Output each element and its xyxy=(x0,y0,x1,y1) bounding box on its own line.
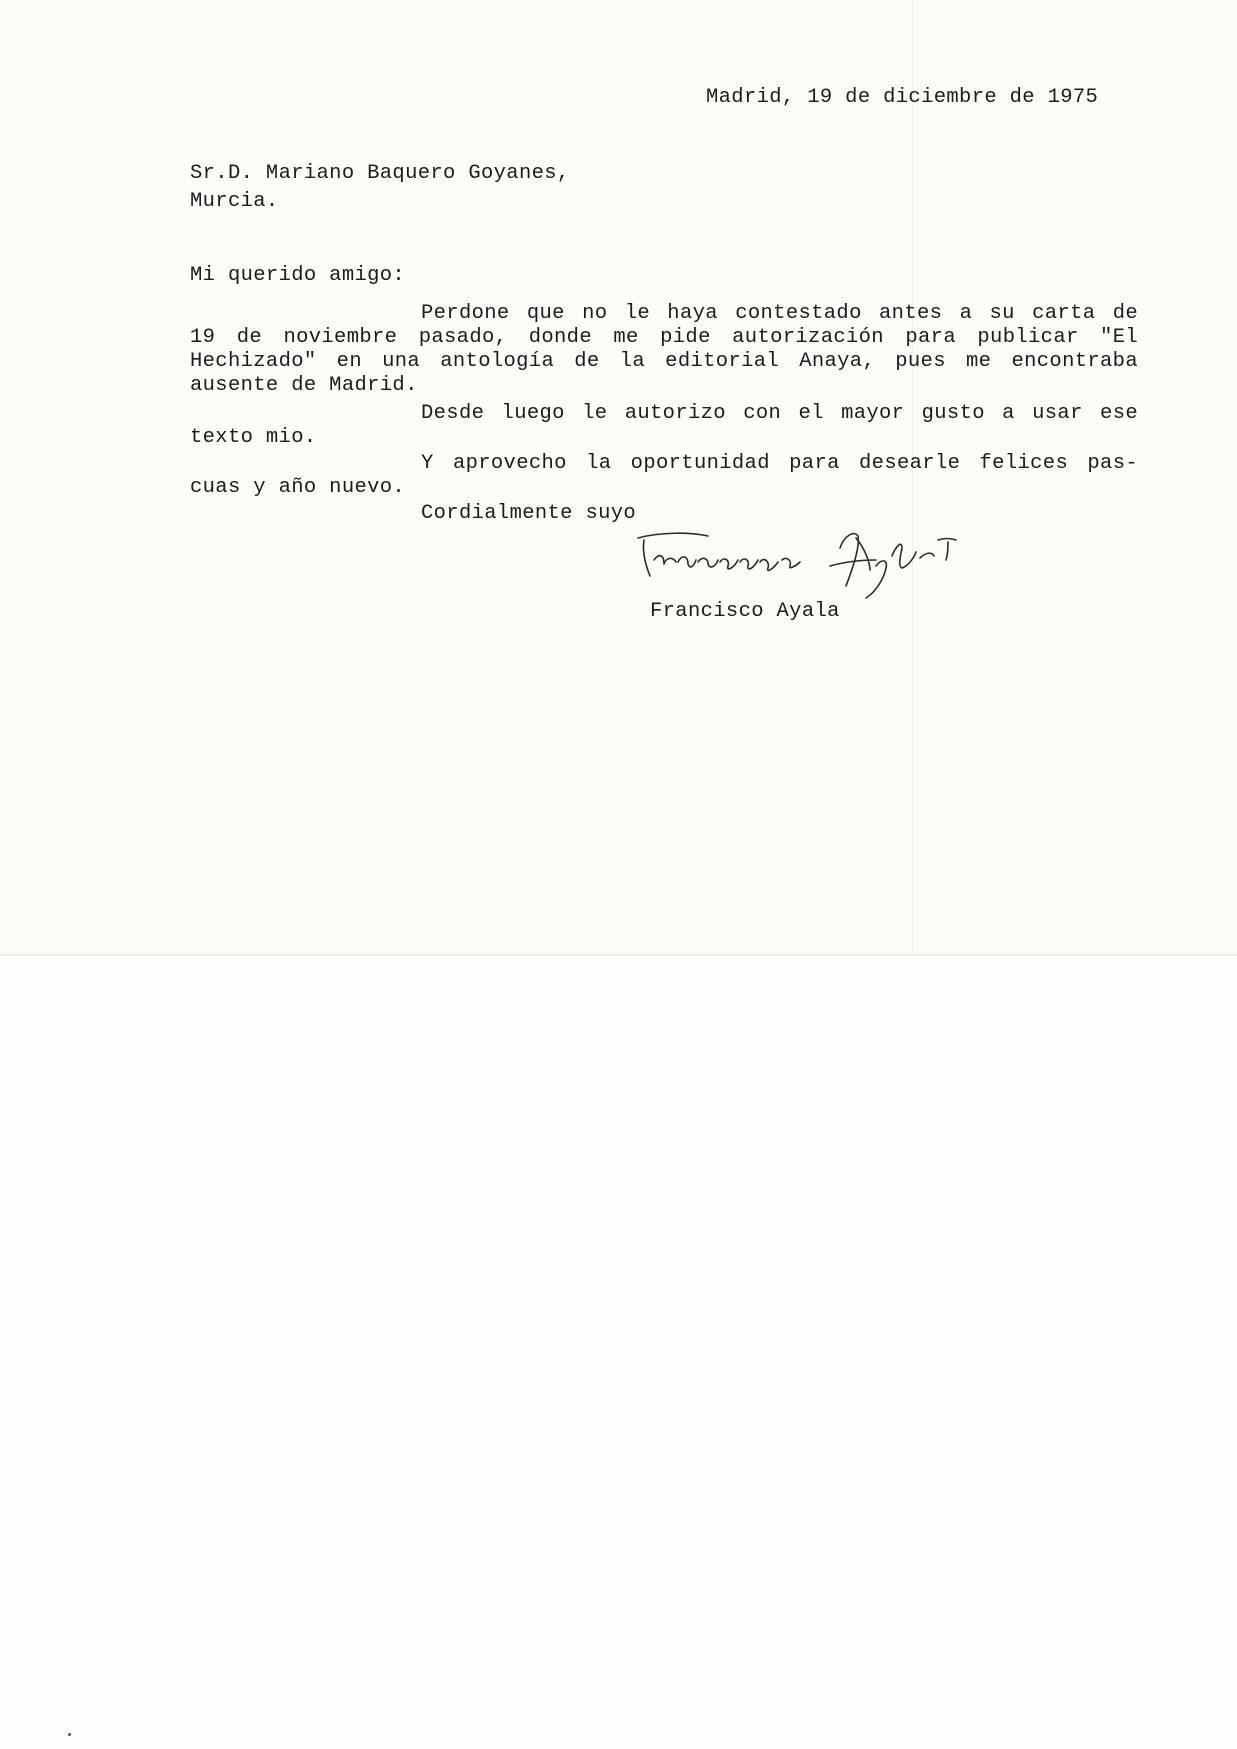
handwritten-signature xyxy=(630,526,1050,606)
body-line: texto mio. xyxy=(190,426,317,449)
body-line xyxy=(190,326,1138,350)
body-text: Hechizado" en una antología de la editorial Anaya, pues me encontraba xyxy=(190,350,1138,373)
signer-name: Francisco Ayala xyxy=(650,600,840,623)
closing: Cordialmente suyo xyxy=(421,502,637,525)
letter-sheet-lower xyxy=(0,955,1237,1749)
body-line: ausente de Madrid. xyxy=(190,374,418,397)
body-line xyxy=(190,350,1138,374)
signature-text: Francisco Ayala xyxy=(630,604,638,605)
recipient-name: Sr.D. Mariano Baquero Goyanes, xyxy=(190,162,570,185)
recipient-city: Murcia. xyxy=(190,190,279,213)
letter-date: Madrid, 19 de diciembre de 1975 xyxy=(706,86,1099,109)
salutation: Mi querido amigo: xyxy=(190,264,406,287)
body-text: 19 de noviembre pasado, donde me pide autorización para publicar "El xyxy=(190,326,1138,349)
body-line: cuas y año nuevo. xyxy=(190,476,406,499)
body-line xyxy=(190,452,1138,476)
body-text: Desde luego le autorizo con el mayor gusto a usar ese xyxy=(421,402,1138,425)
body-text: Y aprovecho la oportunidad para desearle felices pas- xyxy=(421,452,1138,475)
body-line xyxy=(190,402,1138,426)
paper-speck xyxy=(68,1733,71,1736)
fold-line xyxy=(0,954,1237,956)
body-line xyxy=(190,302,1138,326)
body-text: Perdone que no le haya contestado antes a su carta de xyxy=(421,302,1138,325)
paper-crease xyxy=(912,0,913,955)
